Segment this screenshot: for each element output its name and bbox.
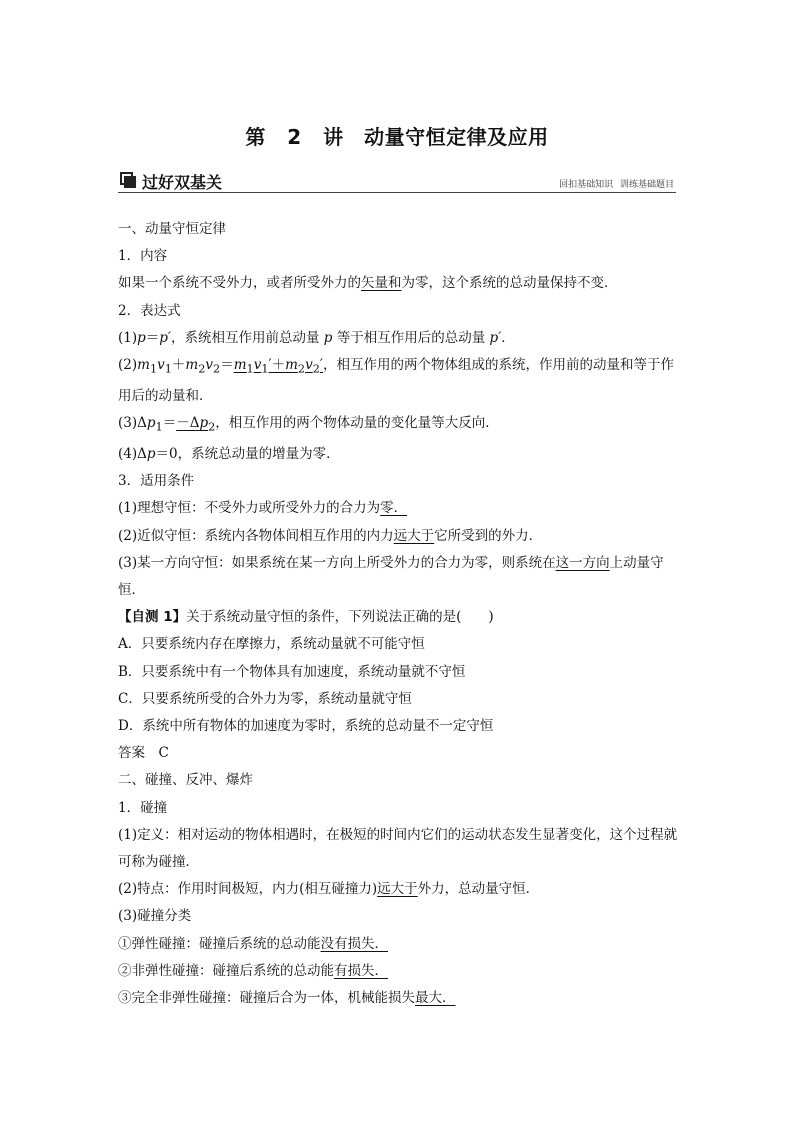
section-heading: 一、动量守恒定律 — [118, 221, 226, 237]
expression-line: $(2)m_1v_1+m_2v_2=m_1v_1'+m_2v_2'$，相互作用的两个物体组成的系统，作用前的动量和等于作用后的动量和． — [118, 357, 674, 404]
quiz-question: 【自测 1】关于系统动量守恒的条件，下列说法正确的是( ) — [118, 609, 494, 626]
quiz-answer: 答案 C — [118, 745, 169, 762]
expression-line: (4)Δp＝0，系统总动量的增量为零． — [118, 446, 340, 462]
subheading: 1．碰撞 — [118, 799, 168, 816]
page-title: 第 2 讲 动量守恒定律及应用 — [245, 125, 549, 149]
condition-line: (3)某一方向守恒：如果系统在某一方向上所受外力的合力为零，则系统在这一方向上动量守恒． — [118, 554, 664, 599]
subheading: 1．内容 — [118, 248, 168, 265]
expression-line: (1)p＝p′，系统相互作用前总动量 p 等于相互作用后的总动量 p′． — [118, 329, 515, 346]
stacked-squares-icon — [120, 172, 136, 188]
subheading: 3．适用条件 — [118, 473, 195, 490]
subheading: (3)碰撞分类 — [118, 908, 192, 925]
banner-divider — [118, 192, 676, 193]
condition-line: (2)近似守恒：系统内各物体间相互作用的内力远大于它所受到的外力． — [118, 527, 543, 544]
banner-title: 过好双基关 — [142, 173, 223, 192]
paragraph: (1)定义：相对运动的物体相遇时，在极短的时间内它们的运动状态发生显著变化，这个过程就可称为碰撞． — [118, 826, 678, 871]
paragraph: (2)特点：作用时间极短，内力(相互碰撞力)远大于外力，总动量守恒． — [118, 881, 540, 898]
list-item: ②非弹性碰撞：碰撞后系统的总动能有损失． — [118, 962, 388, 979]
quiz-option: C．只要系统所受的合外力为零，系统动量就守恒 — [118, 690, 412, 707]
quiz-option: D．系统中所有物体的加速度为零时，系统的总动量不一定守恒 — [118, 718, 494, 735]
section-banner — [118, 169, 676, 193]
document-body — [118, 216, 678, 1012]
list-item: ③完全非弹性碰撞：碰撞后合为一体，机械能损失最大． — [118, 990, 456, 1007]
expression-line: $(3)\Delta p_1=-\Delta p_2$，相互作用的两个物体动量的变化量等大反向． — [118, 415, 499, 434]
paragraph: 如果一个系统不受外力，或者所受外力的矢量和为零，这个系统的总动量保持不变． — [118, 275, 618, 292]
section-heading: 二、碰撞、反冲、爆炸 — [118, 772, 253, 789]
quiz-option: A．只要系统内存在摩擦力，系统动量就不可能守恒 — [118, 636, 425, 653]
condition-line: (1)理想守恒：不受外力或所受外力的合力为零． — [118, 500, 408, 517]
quiz-tag: 【自测 1】 — [118, 609, 187, 626]
list-item: ①弹性碰撞：碰撞后系统的总动能没有损失． — [118, 935, 388, 952]
banner-subtitle: 回扣基础知识 训练基础题目 — [559, 180, 674, 190]
quiz-option: B．只要系统中有一个物体具有加速度，系统动量就不守恒 — [118, 663, 466, 680]
subheading: 2．表达式 — [118, 302, 181, 319]
